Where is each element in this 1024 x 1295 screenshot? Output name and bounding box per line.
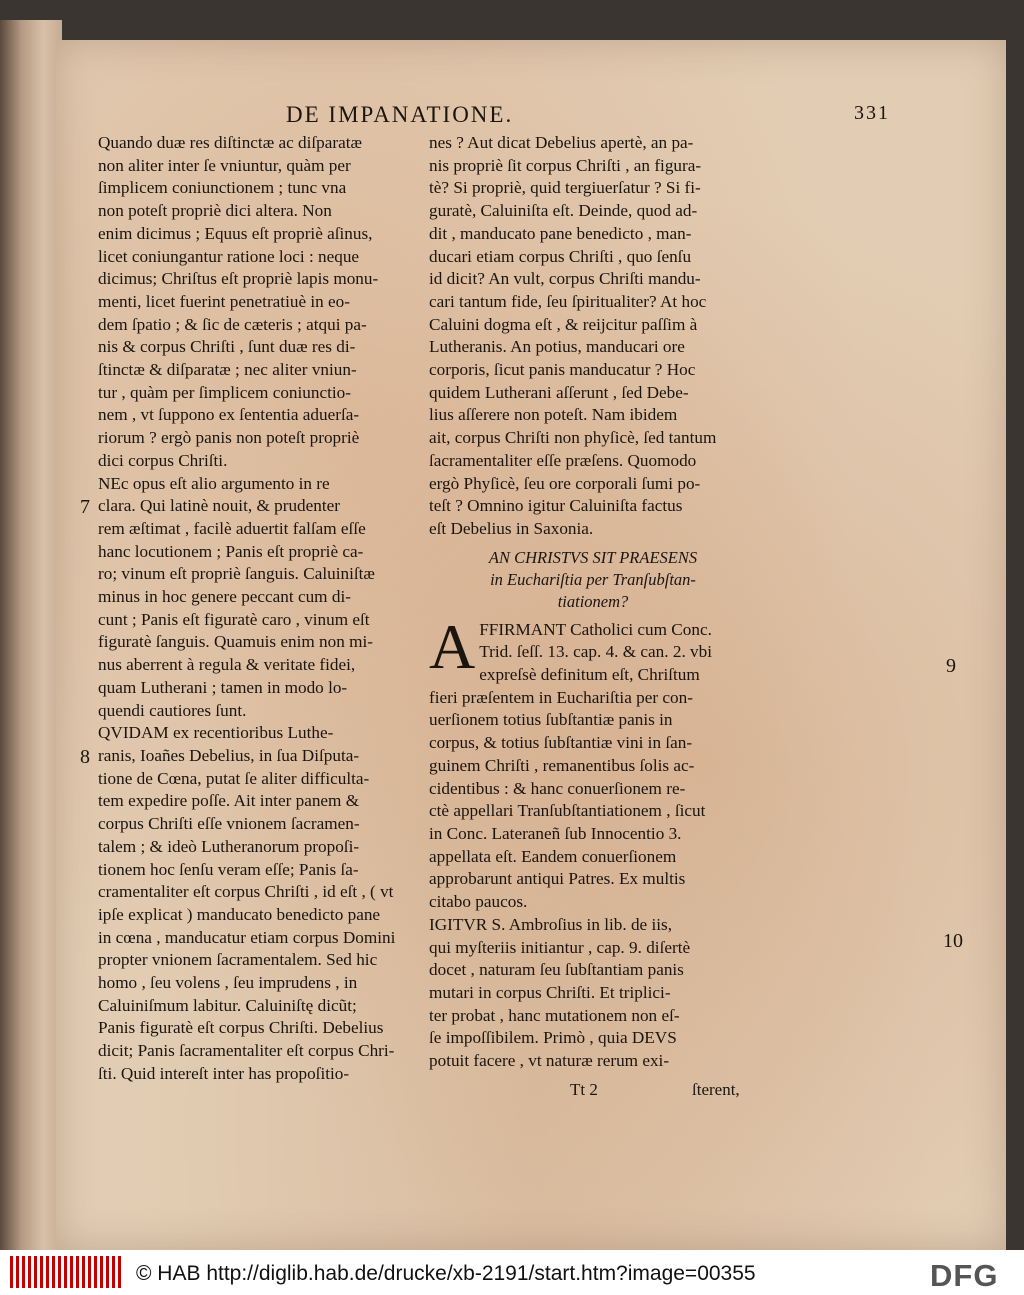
text-line: minus in hoc genere peccant cum di- — [98, 587, 351, 607]
text-line: ranis, Ioañes Debelius, in ſua Diſputa- — [98, 745, 360, 765]
text-line: ſimplicem coniunctionem ; tunc vna — [98, 178, 347, 198]
dfg-logo: DFG — [930, 1258, 999, 1293]
subheading-line: AN CHRISTVS SIT PRAESENS — [488, 547, 698, 567]
text-line: ducari etiam corpus Chriſti , quo ſenſu — [429, 246, 692, 266]
text-line: in cœna , manducatur etiam corpus Domini — [98, 927, 396, 947]
text-line: Caluini dogma eſt , & reijcitur paſſim à — [429, 314, 698, 334]
text-line: eſt Debelius in Saxonia. — [429, 518, 594, 538]
text-line: ergò Phyſicè, ſeu ore corporali ſumi po- — [429, 473, 701, 493]
text-line: non poteſt propriè dici altera. Non — [98, 201, 332, 221]
signature-mark: Tt 2 — [570, 1080, 598, 1099]
text-line: dicimus; Chriſtus eſt propriè lapis monu- — [98, 269, 379, 289]
text-line: NEc opus eſt alio argumento in re — [98, 473, 330, 493]
right-column — [429, 132, 757, 1073]
margin-number-10: 10 — [943, 930, 963, 952]
text-line: Caluiniſmum labitur. Caluiniſtę dicũt; — [98, 995, 357, 1015]
copyright-url[interactable]: © HAB http://diglib.hab.de/drucke/xb-2191/start.htm?image=00355 — [136, 1262, 756, 1285]
text-line: ſti. Quid intereſt inter has propoſitio- — [98, 1063, 350, 1083]
text-line: cunt ; Panis eſt figuratè caro , vinum eſt — [98, 609, 370, 629]
text-line: tur , quàm per ſimplicem coniunctio- — [98, 382, 351, 402]
text-line: cari tantum fide, ſeu ſpiritualiter? At hoc — [429, 291, 707, 311]
text-line: hanc locutionem ; Panis eſt propriè ca- — [98, 541, 364, 561]
text-line: guinem Chriſti , remanentibus ſolis ac- — [429, 755, 695, 775]
text-line: nem , vt ſuppono ex ſententia aduerſa- — [98, 405, 360, 425]
text-line: dici corpus Chriſti. — [98, 450, 228, 470]
text-line: quam Lutherani ; tamen in modo lo- — [98, 677, 348, 697]
text-line: ſtinctæ & diſparatæ ; nec aliter vniun- — [98, 360, 357, 380]
text-line: ro; vinum eſt propriè ſanguis. Caluiniſtæ — [98, 564, 375, 584]
text-line: riorum ? ergò panis non poteſt propriè — [98, 428, 360, 448]
text-line: figuratè ſanguis. Quamuis enim non mi- — [98, 632, 373, 652]
margin-number-9: 9 — [946, 655, 956, 677]
running-head — [286, 102, 890, 128]
text-line: menti, licet fuerint penetratiuè in eo- — [98, 291, 350, 311]
folio-number: 331 — [854, 102, 890, 124]
text-line: nis propriè ſit corpus Chriſti , an figura- — [429, 155, 702, 175]
text-line: dem ſpatio ; & ſic de cæteris ; atqui pa- — [98, 314, 367, 334]
text-line: cramentaliter eſt corpus Chriſti , id eſt , ( vt — [98, 882, 394, 902]
text-line: propter vnionem ſacramentalem. Sed hic — [98, 950, 378, 970]
text-line: Trid. ſeſſ. 13. cap. 4. & can. 2. vbi — [479, 642, 713, 662]
text-line: quidem Lutherani aſſerunt , ſed Debe- — [429, 382, 689, 402]
text-line: guratè, Caluiniſta eſt. Deinde, quod ad- — [429, 201, 698, 221]
text-line: id dicit? An vult, corpus Chriſti mandu- — [429, 269, 701, 289]
text-line: fieri præſentem in Euchariſtia per con- — [429, 687, 693, 707]
text-line: ſacramentaliter eſſe præſens. Quomodo — [429, 450, 697, 470]
margin-number-7: 7 — [80, 496, 90, 518]
catchword: ſterent, — [692, 1080, 740, 1099]
text-line: Panis figuratè eſt corpus Chriſti. Debelius — [98, 1018, 384, 1038]
section-body — [429, 610, 757, 1073]
text-line: lius aſſerere non poteſt. Nam ibidem — [429, 405, 678, 425]
text-line: appellata eſt. Eandem conuerſionem — [429, 846, 677, 866]
text-line: citabo paucos. — [429, 892, 528, 912]
text-line: docet , naturam ſeu ſubſtantiam panis — [429, 960, 684, 980]
text-line: ſe impoſſibilem. Primò , quia DEVS — [429, 1028, 677, 1048]
text-line: ctè appellari Tranſubſtantiationem , ſicut — [429, 801, 706, 821]
drop-capital: A — [429, 610, 476, 682]
text-line: IGITVR S. Ambroſius in lib. de iis, — [429, 914, 673, 934]
text-line: nes ? Aut dicat Debelius apertè, an pa- — [429, 133, 694, 152]
text-line: talem ; & ideò Lutheranorum propoſi- — [98, 836, 360, 856]
books-icon — [10, 1256, 122, 1288]
text-line: tione de Cœna, putat ſe aliter difficulta- — [98, 768, 370, 788]
text-line: corporis, ſicut panis manducatur ? Hoc — [429, 360, 696, 380]
text-line: enim dicimus ; Equus eſt propriè aſinus, — [98, 223, 373, 243]
text-line: expreſsè definitum eſt, Chriſtum — [479, 665, 700, 685]
text-line: nus aberrent à regula & veritate fidei, — [98, 655, 356, 675]
text-line: ipſe explicat ) manducato benedicto pane — [98, 904, 381, 924]
text-line: uerſionem totius ſubſtantiæ panis in — [429, 710, 673, 730]
book-spine — [0, 20, 62, 1250]
text-line: in Conc. Lateraneñ ſub Innocentio 3. — [429, 823, 682, 843]
text-line: mutari in corpus Chriſti. Et triplici- — [429, 982, 671, 1002]
text-line: tionem hoc ſenſu veram eſſe; Panis ſa- — [98, 859, 359, 879]
text-line: quendi cautiores ſunt. — [98, 700, 247, 720]
text-line: homo , ſeu volens , ſeu imprudens , in — [98, 973, 358, 993]
text-line: nis & corpus Chriſti , ſunt duæ res di- — [98, 337, 356, 357]
text-line: licet coniungantur ratione loci : neque — [98, 246, 360, 266]
text-line: ait, corpus Chriſti non phyſicè, ſed tantum — [429, 428, 717, 448]
text-line: FFIRMANT Catholici cum Conc. — [479, 619, 712, 639]
text-line: non aliter inter ſe vniuntur, quàm per — [98, 155, 351, 175]
margin-number-8: 8 — [80, 746, 90, 768]
text-line: rem æſtimat , facilè aduertit falſam eſſe — [98, 518, 366, 538]
text-line: Lutheranis. An potius, manducari ore — [429, 337, 685, 357]
text-line: qui myſteriis initiantur , cap. 9. diſertè — [429, 937, 691, 957]
book-page — [56, 40, 1006, 1250]
text-line: clara. Qui latinè nouit, & prudenter — [98, 496, 340, 516]
text-line: Quando duæ res diſtinctæ ac diſparatæ — [98, 133, 362, 152]
text-line: corpus, & totius ſubſtantiæ vini in ſan- — [429, 733, 693, 753]
text-line: teſt ? Omnino igitur Caluiniſta factus — [429, 496, 683, 516]
subheading-line: tiationem? — [557, 591, 629, 611]
text-line: corpus Chriſti eſſe vnionem ſacramen- — [98, 814, 360, 834]
running-head-title: DE IMPANATIONE. — [286, 102, 514, 127]
text-line: QVIDAM ex recentioribus Luthe- — [98, 723, 334, 743]
text-line: cidentibus : & hanc conuerſionem re- — [429, 778, 686, 798]
section-subheading — [429, 547, 757, 613]
text-line: dit , manducato pane benedicto , man- — [429, 223, 692, 243]
text-line: approbarunt antiqui Patres. Ex multis — [429, 869, 686, 889]
subheading-line: in Euchariſtia per Tranſubſtan- — [490, 569, 696, 589]
text-line: dicit; Panis ſacramentaliter eſt corpus Chri- — [98, 1041, 395, 1061]
text-line: tè? Si propriè, quid tergiuerſatur ? Si fi- — [429, 178, 701, 198]
left-column — [98, 132, 416, 1086]
text-line: ter probat , hanc mutationem non eſ- — [429, 1005, 680, 1025]
text-line: potuit facere , vt naturæ rerum exi- — [429, 1051, 670, 1071]
text-line: tem expedire poſſe. Ait inter panem & — [98, 791, 360, 811]
